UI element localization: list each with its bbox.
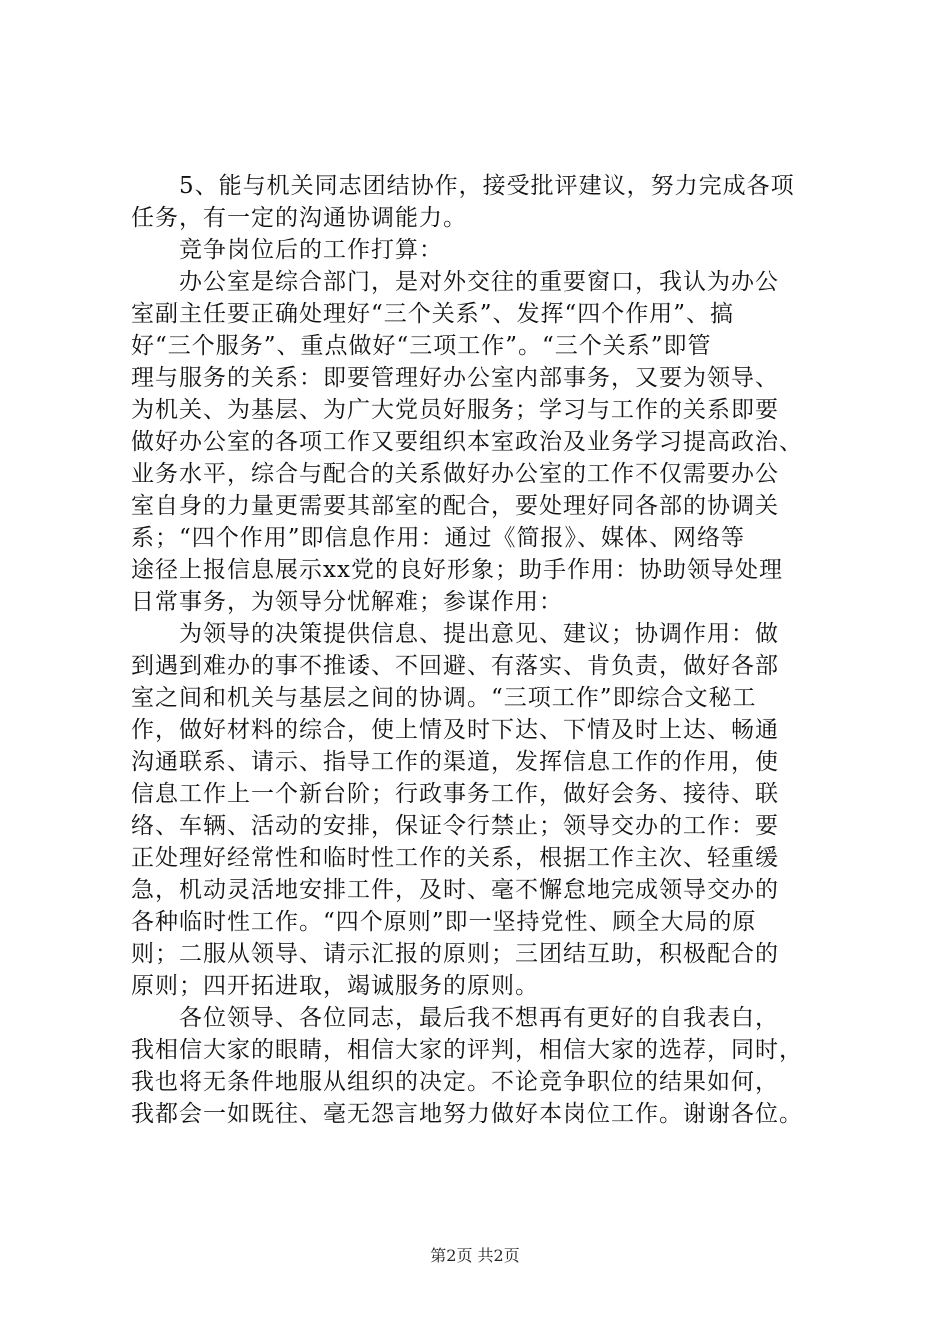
text-line: 正处理好经常性和临时性工作的关系，根据工作主次、轻重缓 [131, 845, 779, 871]
text-line: 业务水平，综合与配合的关系做好办公室的工作不仅需要办公 [131, 461, 779, 487]
text-line: 途径上报信息展示xx党的良好形象；助手作用：协助领导处理 [131, 557, 783, 583]
text-line: 急，机动灵活地安排工件，及时、毫不懈怠地完成领导交办的 [131, 877, 779, 903]
text-line: 各位领导、各位同志，最后我不想再有更好的自我表白， [179, 1005, 779, 1031]
text-line: 络、车辆、活动的安排，保证令行禁止；领导交办的工作：要 [131, 813, 779, 839]
text-line: 沟通联系、请示、指导工作的渠道，发挥信息工作的作用，使 [131, 749, 779, 775]
text-line: 到遇到难办的事不推诿、不回避、有落实、肯负责，做好各部 [131, 653, 779, 679]
page-footer: 第2页 共2页 [430, 1246, 520, 1265]
text-line: 我都会一如既往、毫无怨言地努力做好本岗位工作。谢谢各位。 [131, 1101, 803, 1127]
text-line: 室自身的力量更需要其部室的配合，要处理好同各部的协调关 [131, 493, 779, 519]
text-line: 信息工作上一个新台阶；行政事务工作，做好会务、接待、联 [131, 781, 779, 807]
text-line: 5、能与机关同志团结协作，接受批评建议，努力完成各项 [179, 173, 795, 199]
text-line: 室之间和机关与基层之间的协调。“三项工作”即综合文秘工 [131, 685, 757, 711]
text-line: 做好办公室的各项工作又要组织本室政治及业务学习提高政治、 [131, 429, 803, 455]
text-line: 室副主任要正确处理好“三个关系”、发挥“四个作用”、搞 [131, 301, 735, 327]
text-line: 原则；四开拓进取，竭诚服务的原则。 [131, 973, 539, 999]
text-line: 理与服务的关系：即要管理好办公室内部事务，又要为领导、 [131, 365, 779, 391]
text-line: 为领导的决策提供信息、提出意见、建议；协调作用：做 [179, 621, 779, 647]
text-line: 任务，有一定的沟通协调能力。 [131, 205, 467, 231]
text-line: 我也将无条件地服从组织的决定。不论竞争职位的结果如何， [131, 1069, 779, 1095]
text-line: 系；“四个作用”即信息作用：通过《简报》、媒体、网络等 [131, 525, 746, 551]
text-line: 办公室是综合部门，是对外交往的重要窗口，我认为办公 [179, 269, 779, 295]
text-line: 各种临时性工作。“四个原则”即一坚持党性、顾全大局的原 [131, 909, 757, 935]
text-line: 作，做好材料的综合，使上情及时下达、下情及时上达、畅通 [131, 717, 779, 743]
text-line: 我相信大家的眼睛，相信大家的评判，相信大家的选荐，同时， [131, 1037, 803, 1063]
document-body [131, 170, 835, 1130]
text-line: 日常事务，为领导分忧解难；参谋作用： [131, 589, 563, 615]
text-line: 则；二服从领导、请示汇报的原则；三团结互助，积极配合的 [131, 941, 779, 967]
text-line: 为机关、为基层、为广大党员好服务；学习与工作的关系即要 [131, 397, 779, 423]
text-line: 好“三个服务”、重点做好“三项工作”。“三个关系”即管 [131, 333, 712, 359]
text-line: 竞争岗位后的工作打算： [179, 237, 443, 263]
